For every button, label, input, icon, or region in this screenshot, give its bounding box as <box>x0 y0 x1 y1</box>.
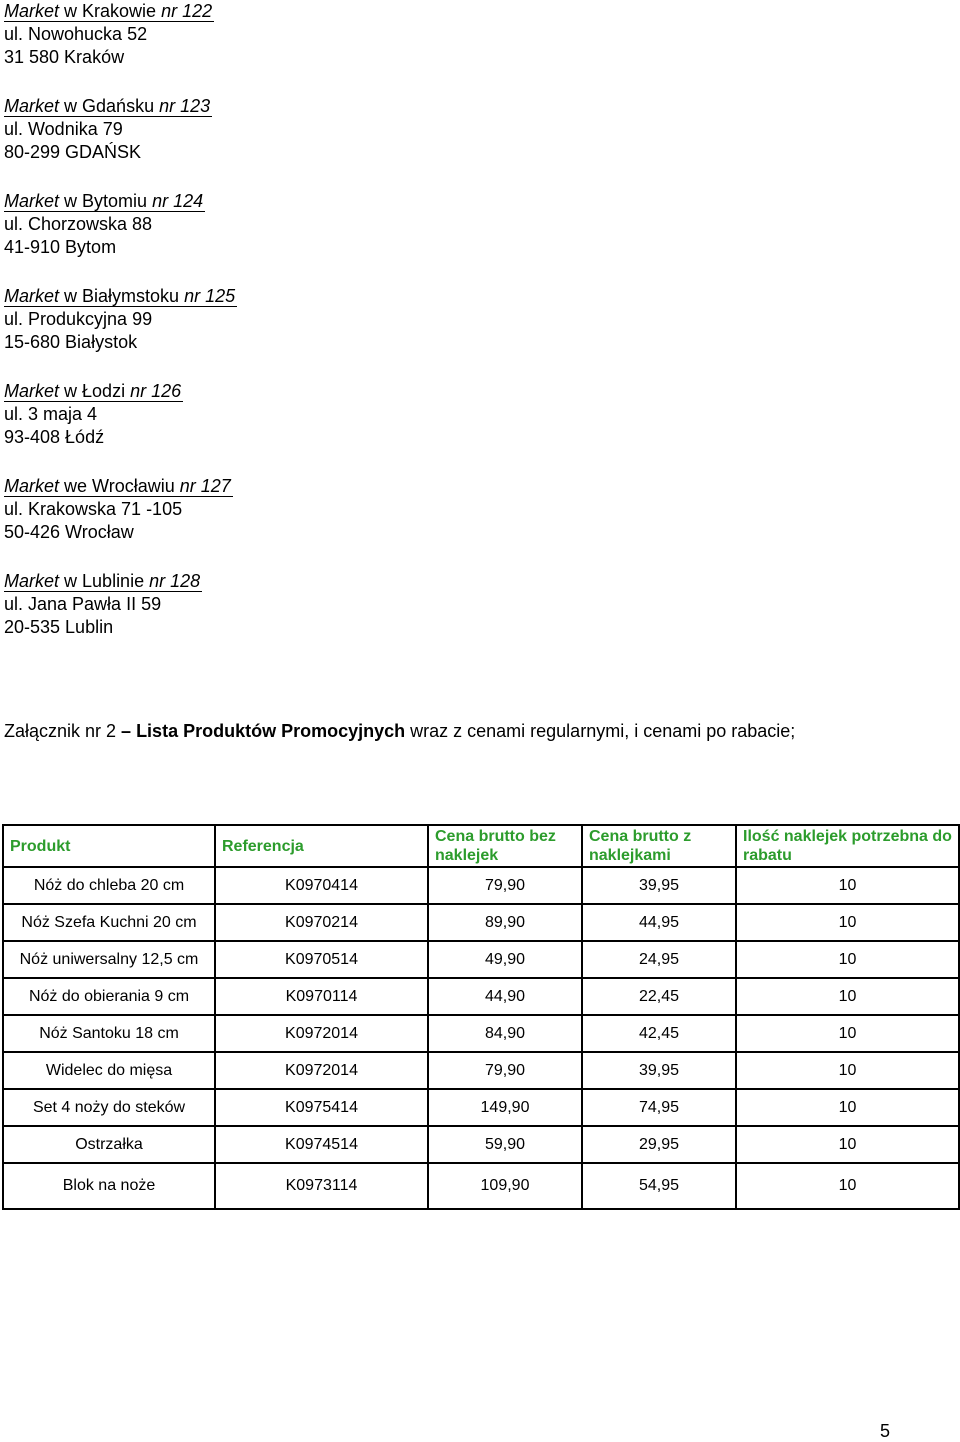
cell-reference: K0970114 <box>215 978 428 1015</box>
market-name-number: nr 128 <box>144 571 201 591</box>
attachment-dash: – <box>121 721 137 741</box>
cell-stickers-needed: 10 <box>736 1163 959 1209</box>
table-row <box>3 1163 959 1209</box>
header-reference: Referencja <box>215 825 428 867</box>
attachment-heading <box>4 719 904 744</box>
market-entry <box>4 285 704 380</box>
table-row <box>3 1052 959 1089</box>
header-price-with-stickers: Cena brutto z naklejkami <box>582 825 736 867</box>
market-city: 31 580 Kraków <box>4 47 125 67</box>
cell-product: Nóż uniwersalny 12,5 cm <box>3 941 215 978</box>
cell-product: Nóż Szefa Kuchni 20 cm <box>3 904 215 941</box>
cell-stickers-needed: 10 <box>736 978 959 1015</box>
market-city: 93-408 Łódź <box>4 427 105 447</box>
cell-price-without-stickers: 79,90 <box>428 1052 582 1089</box>
header-product: Produkt <box>3 825 215 867</box>
attachment-prefix: Załącznik nr 2 <box>4 721 122 741</box>
market-name-number: nr 123 <box>154 96 211 116</box>
cell-price-without-stickers: 149,90 <box>428 1089 582 1126</box>
table-row <box>3 867 959 904</box>
cell-price-with-stickers: 39,95 <box>582 1052 736 1089</box>
market-street: ul. 3 maja 4 <box>4 404 98 424</box>
market-name-prefix: Market <box>4 286 60 306</box>
cell-price-without-stickers: 84,90 <box>428 1015 582 1052</box>
cell-stickers-needed: 10 <box>736 1015 959 1052</box>
table-header-row <box>3 825 959 867</box>
market-city: 80-299 GDAŃSK <box>4 142 142 162</box>
header-stickers-needed: Ilość naklejek potrzebna do rabatu <box>736 825 959 867</box>
cell-price-without-stickers: 59,90 <box>428 1126 582 1163</box>
market-name-location: w Białymstoku <box>64 286 180 306</box>
table-row <box>3 978 959 1015</box>
market-name-location: w Krakowie <box>64 1 157 21</box>
cell-stickers-needed: 10 <box>736 941 959 978</box>
attachment-rest: wraz z cenami regularnymi, i cenami po rabacie; <box>405 721 796 741</box>
cell-reference: K0974514 <box>215 1126 428 1163</box>
market-entry <box>4 0 704 95</box>
cell-stickers-needed: 10 <box>736 904 959 941</box>
table-row <box>3 1089 959 1126</box>
cell-price-without-stickers: 44,90 <box>428 978 582 1015</box>
market-name-location: w Bytomiu <box>64 191 148 211</box>
market-street: ul. Jana Pawła II 59 <box>4 594 162 614</box>
market-name-prefix: Market <box>4 571 60 591</box>
market-street: ul. Chorzowska 88 <box>4 214 153 234</box>
cell-reference: K0970514 <box>215 941 428 978</box>
market-name-prefix: Market <box>4 191 60 211</box>
market-name <box>4 0 704 23</box>
cell-price-without-stickers: 109,90 <box>428 1163 582 1209</box>
cell-price-without-stickers: 79,90 <box>428 867 582 904</box>
cell-price-without-stickers: 89,90 <box>428 904 582 941</box>
products-table <box>2 824 960 1210</box>
market-entry <box>4 95 704 190</box>
cell-product: Nóż Santoku 18 cm <box>3 1015 215 1052</box>
cell-price-without-stickers: 49,90 <box>428 941 582 978</box>
cell-reference: K0970214 <box>215 904 428 941</box>
cell-reference: K0973114 <box>215 1163 428 1209</box>
market-name-number: nr 126 <box>125 381 182 401</box>
market-street: ul. Krakowska 71 -105 <box>4 499 183 519</box>
market-name-prefix: Market <box>4 476 60 496</box>
market-city: 20-535 Lublin <box>4 617 114 637</box>
cell-stickers-needed: 10 <box>736 1089 959 1126</box>
cell-reference: K0972014 <box>215 1015 428 1052</box>
market-street: ul. Wodnika 79 <box>4 119 123 139</box>
cell-stickers-needed: 10 <box>736 867 959 904</box>
cell-reference: K0975414 <box>215 1089 428 1126</box>
table-row <box>3 1126 959 1163</box>
attachment-title-bold: Lista Produktów Promocyjnych <box>136 721 406 741</box>
market-entry <box>4 570 704 665</box>
cell-reference: K0972014 <box>215 1052 428 1089</box>
cell-price-with-stickers: 39,95 <box>582 867 736 904</box>
market-name <box>4 285 704 308</box>
table-row <box>3 1015 959 1052</box>
header-price-without-stickers: Cena brutto bez naklejek <box>428 825 582 867</box>
cell-price-with-stickers: 29,95 <box>582 1126 736 1163</box>
page-number: 5 <box>880 1421 891 1441</box>
market-name-prefix: Market <box>4 96 60 116</box>
market-list <box>4 0 704 665</box>
market-name-prefix: Market <box>4 381 60 401</box>
market-entry <box>4 475 704 570</box>
market-street: ul. Produkcyjna 99 <box>4 309 153 329</box>
table-row <box>3 941 959 978</box>
cell-product: Widelec do mięsa <box>3 1052 215 1089</box>
cell-stickers-needed: 10 <box>736 1052 959 1089</box>
cell-stickers-needed: 10 <box>736 1126 959 1163</box>
market-name-location: w Łodzi <box>64 381 126 401</box>
cell-product: Blok na noże <box>3 1163 215 1209</box>
market-name <box>4 190 704 213</box>
cell-product: Nóż do obierania 9 cm <box>3 978 215 1015</box>
table-row <box>3 904 959 941</box>
cell-price-with-stickers: 42,45 <box>582 1015 736 1052</box>
cell-price-with-stickers: 74,95 <box>582 1089 736 1126</box>
market-entry <box>4 190 704 285</box>
market-city: 50-426 Wrocław <box>4 522 134 542</box>
market-city: 41-910 Bytom <box>4 237 117 257</box>
market-name-location: w Gdańsku <box>64 96 155 116</box>
market-name-number: nr 124 <box>147 191 204 211</box>
cell-product: Nóż do chleba 20 cm <box>3 867 215 904</box>
market-name <box>4 475 704 498</box>
cell-reference: K0970414 <box>215 867 428 904</box>
cell-price-with-stickers: 24,95 <box>582 941 736 978</box>
market-name-location: we Wrocławiu <box>64 476 175 496</box>
cell-price-with-stickers: 44,95 <box>582 904 736 941</box>
market-name-number: nr 125 <box>179 286 236 306</box>
market-entry <box>4 380 704 475</box>
cell-price-with-stickers: 22,45 <box>582 978 736 1015</box>
market-name-prefix: Market <box>4 1 60 21</box>
cell-product: Ostrzałka <box>3 1126 215 1163</box>
market-name-number: nr 122 <box>156 1 213 21</box>
cell-product: Set 4 noży do steków <box>3 1089 215 1126</box>
market-name <box>4 380 704 403</box>
market-name-location: w Lublinie <box>64 571 145 591</box>
market-name <box>4 570 704 593</box>
cell-price-with-stickers: 54,95 <box>582 1163 736 1209</box>
market-city: 15-680 Białystok <box>4 332 138 352</box>
market-street: ul. Nowohucka 52 <box>4 24 148 44</box>
market-name <box>4 95 704 118</box>
market-name-number: nr 127 <box>174 476 231 496</box>
